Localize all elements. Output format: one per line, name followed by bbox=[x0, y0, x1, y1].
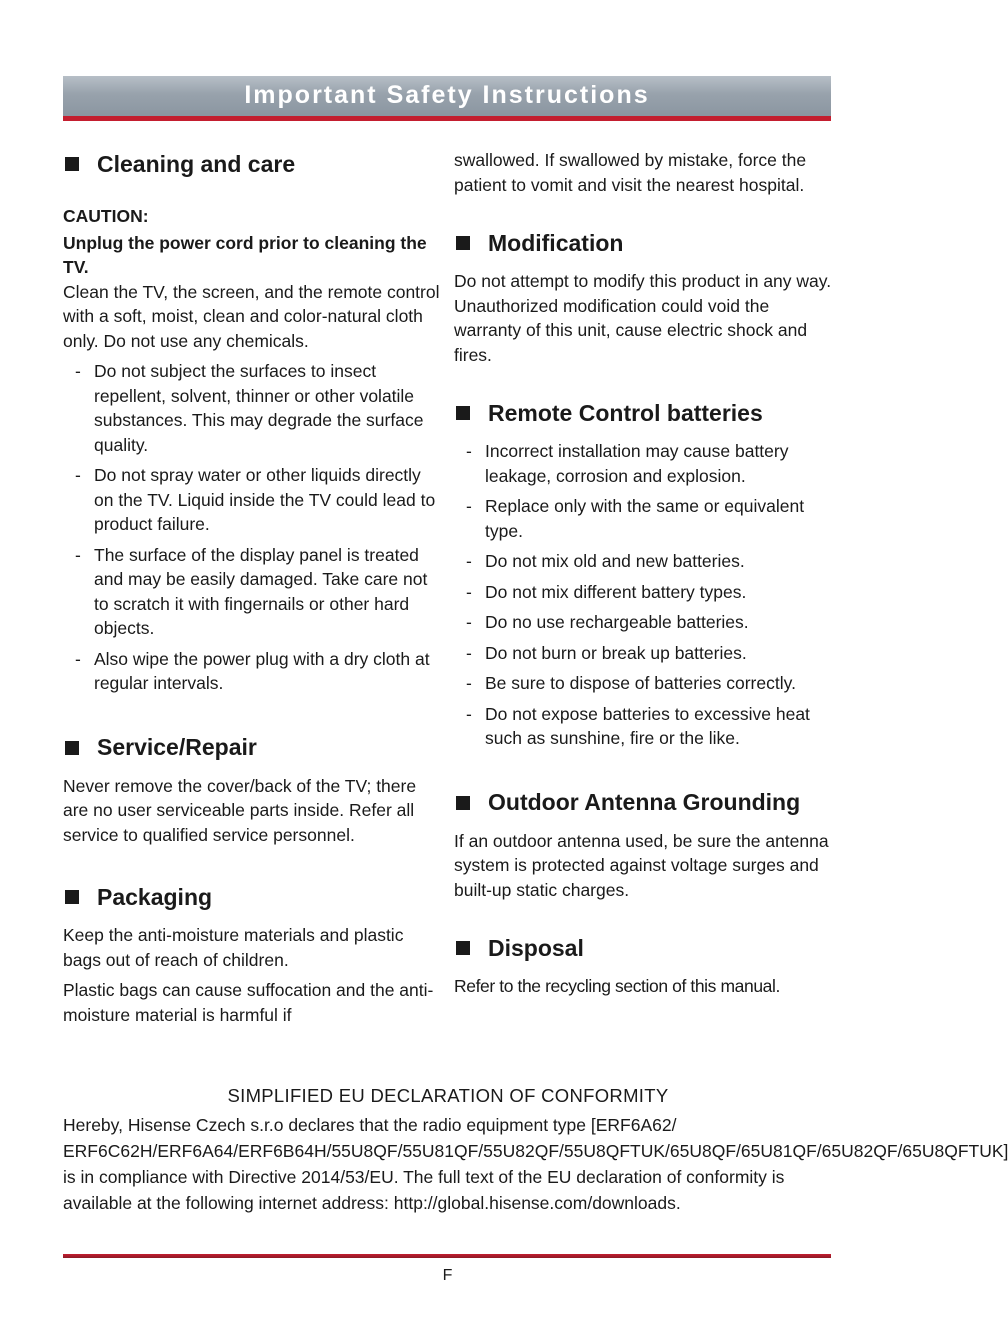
list-item: - Do not subject the surfaces to insect repellent, solvent, thinner or other volatile substances. This may degrade the surface quality. bbox=[75, 361, 424, 455]
list-item: - Do no use rechargeable batteries. bbox=[466, 612, 749, 632]
section-heading-cleaning bbox=[63, 138, 443, 190]
cleaning-list bbox=[63, 359, 443, 696]
unplug-warning: Unplug the power cord prior to cleaning the TV. bbox=[63, 232, 427, 277]
list-item: - Do not expose batteries to excessive heat such as sunshine, fire or the like. bbox=[466, 703, 810, 748]
cleaning-intro: Clean the TV, the screen, and the remote control with a soft, moist, clean and color-natural cloth only. Do not use any chemicals. bbox=[63, 281, 440, 351]
declaration-body: Hereby, Hisense Czech s.r.o declares that the radio equipment type [ERF6A62/ ERF6C62H/ERF6A64/ERF6B64H/55U8QF/55U81QF/55U82QF/55U8QFTUK/65U8QF/65U81QF/65U82QF/65U8QFTUK] is in compliance with Directive 2014/53/EU. The full text of the EU declaration of conformity is available at the following internet address: http://global.hisense.com/downloads. bbox=[63, 1115, 1008, 1213]
heading-text: Modification bbox=[488, 229, 624, 256]
section-heading-batteries bbox=[454, 387, 839, 439]
caution-label: CAUTION: bbox=[63, 206, 149, 226]
heading-text: Remote Control batteries bbox=[488, 399, 763, 426]
batteries-list bbox=[454, 439, 839, 751]
footer-divider bbox=[63, 1254, 831, 1258]
packaging-text-2: Plastic bags can cause suffocation and the anti-moisture material is harmful if bbox=[63, 980, 434, 1025]
square-bullet-icon bbox=[456, 236, 470, 250]
square-bullet-icon bbox=[65, 890, 79, 904]
packaging-text-1: Keep the anti-moisture materials and plastic bags out of reach of children. bbox=[63, 925, 404, 970]
list-item: - Be sure to dispose of batteries correctly. bbox=[466, 673, 796, 693]
heading-text: Outdoor Antenna Grounding bbox=[488, 789, 801, 815]
section-heading-modification bbox=[454, 217, 839, 269]
list-item: - Do not spray water or other liquids directly on the TV. Liquid inside the TV could lead to product failure. bbox=[75, 465, 436, 534]
eu-declaration bbox=[63, 1082, 1008, 1216]
disposal-text: Refer to the recycling section of this manual. bbox=[454, 976, 780, 996]
square-bullet-icon bbox=[456, 941, 470, 955]
heading-text: Cleaning and care bbox=[97, 150, 296, 177]
section-heading-antenna bbox=[454, 777, 839, 829]
section-heading-disposal bbox=[454, 922, 839, 974]
square-bullet-icon bbox=[65, 157, 79, 171]
heading-text: Service/Repair bbox=[97, 734, 257, 760]
heading-text: Packaging bbox=[97, 883, 213, 910]
list-item: - Do not mix different battery types. bbox=[466, 581, 747, 602]
square-bullet-icon bbox=[65, 741, 79, 755]
square-bullet-icon bbox=[456, 406, 470, 420]
list-item: - Also wipe the power plug with a dry cloth at regular intervals. bbox=[75, 648, 430, 693]
continued-text: swallowed. If swallowed by mistake, force the patient to vomit and visit the nearest hospital. bbox=[454, 150, 807, 195]
list-item: - Incorrect installation may cause battery leakage, corrosion and explosion. bbox=[466, 441, 789, 486]
declaration-title: SIMPLIFIED EU DECLARATION OF CONFORMITY bbox=[227, 1085, 669, 1106]
right-column bbox=[454, 148, 839, 999]
left-column bbox=[63, 138, 443, 1027]
modification-text: Do not attempt to modify this product in any way. Unauthorized modification could void the warranty of this unit, cause electric shock and fires. bbox=[454, 271, 832, 365]
page-title: Important Safety Instructions bbox=[63, 76, 831, 116]
square-bullet-icon bbox=[456, 796, 470, 810]
page-number: F bbox=[442, 1267, 453, 1284]
list-item: - The surface of the display panel is treated and may be easily damaged. Take care not to scratch it with fingernails or other hard objects. bbox=[75, 544, 428, 638]
list-item: - Replace only with the same or equivalent type. bbox=[466, 496, 805, 541]
antenna-text: If an outdoor antenna used, be sure the antenna system is protected against voltage surges and built-up static charges. bbox=[454, 830, 829, 900]
list-item: - Do not mix old and new batteries. bbox=[466, 551, 745, 571]
list-item: - Do not burn or break up batteries. bbox=[466, 642, 747, 663]
header-divider bbox=[63, 116, 831, 121]
service-text: Never remove the cover/back of the TV; there are no user serviceable parts inside. Refer all service to qualified service personnel. bbox=[63, 775, 417, 845]
section-heading-service bbox=[63, 722, 443, 774]
heading-text: Disposal bbox=[488, 934, 584, 961]
section-heading-packaging bbox=[63, 871, 443, 923]
